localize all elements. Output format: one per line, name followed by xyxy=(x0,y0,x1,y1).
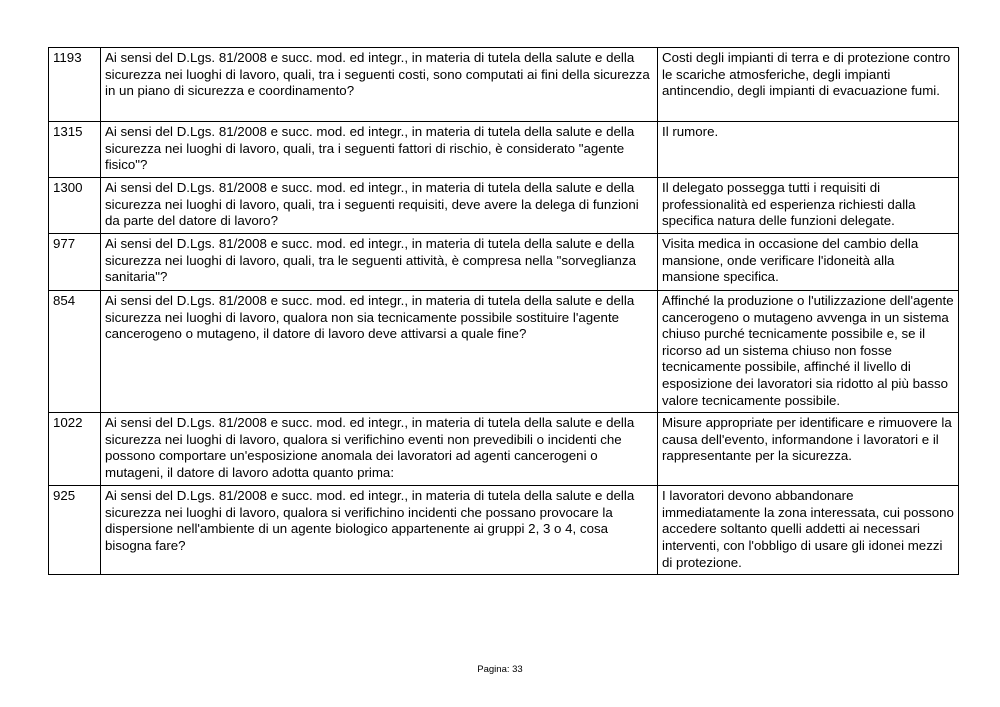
page-number: Pagina: 33 xyxy=(477,664,523,675)
table-row xyxy=(49,48,959,122)
question-cell: Ai sensi del D.Lgs. 81/2008 e succ. mod. ed integr., in materia di tutela della salute e della sicurezza nei luoghi di lavoro, quali, tra i seguenti requisiti, deve avere la delega di funzioni da parte del datore di lavoro? xyxy=(101,178,658,234)
answer-cell: Il delegato possegga tutti i requisiti di professionalità ed esperienza richiesti dalla specifica natura delle funzioni delegate. xyxy=(658,178,959,234)
answer-cell: Misure appropriate per identificare e rimuovere la causa dell'evento, informandone i lavoratori e il rappresentante per la sicurezza. xyxy=(658,413,959,486)
question-id-cell: 1022 xyxy=(49,413,101,486)
answer-cell: Visita medica in occasione del cambio della mansione, onde verificare l'idoneità alla mansione specifica. xyxy=(658,234,959,291)
question-cell: Ai sensi del D.Lgs. 81/2008 e succ. mod. ed integr., in materia di tutela della salute e della sicurezza nei luoghi di lavoro, quali, tra i seguenti costi, sono computati ai fini della sicurezza in un piano di sicurezza e coordinamento? xyxy=(101,48,658,122)
question-cell: Ai sensi del D.Lgs. 81/2008 e succ. mod. ed integr., in materia di tutela della salute e della sicurezza nei luoghi di lavoro, qualora non sia tecnicamente possibile sostituire l'agente cancerogeno o mutageno, il datore di lavoro deve attivarsi a quale fine? xyxy=(101,291,658,413)
answer-cell: I lavoratori devono abbandonare immediatamente la zona interessata, cui possono accedere soltanto quelli addetti ai necessari interventi, con l'obbligo di usare gli idonei mezzi di protezione. xyxy=(658,486,959,575)
question-id-cell: 1193 xyxy=(49,48,101,122)
question-id-cell: 1315 xyxy=(49,122,101,178)
question-id-cell: 925 xyxy=(49,486,101,575)
table-row xyxy=(49,234,959,291)
question-cell: Ai sensi del D.Lgs. 81/2008 e succ. mod. ed integr., in materia di tutela della salute e della sicurezza nei luoghi di lavoro, quali, tra le seguenti attività, è compresa nella "sorveglianza sanitaria"? xyxy=(101,234,658,291)
question-id-cell: 854 xyxy=(49,291,101,413)
question-id-cell: 977 xyxy=(49,234,101,291)
questions-table xyxy=(48,47,959,575)
answer-cell: Il rumore. xyxy=(658,122,959,178)
question-cell: Ai sensi del D.Lgs. 81/2008 e succ. mod. ed integr., in materia di tutela della salute e della sicurezza nei luoghi di lavoro, qualora si verifichino incidenti che possano provocare la dispersione nell'ambiente di un agente biologico appartenente ai gruppi 2, 3 o 4, cosa bisogna fare? xyxy=(101,486,658,575)
question-cell: Ai sensi del D.Lgs. 81/2008 e succ. mod. ed integr., in materia di tutela della salute e della sicurezza nei luoghi di lavoro, qualora si verifichino eventi non prevedibili o incidenti che possono comportare un'esposizione anomala dei lavoratori ad agenti cancerogeni o mutageni, il datore di lavoro adotta quanto prima: xyxy=(101,413,658,486)
table-row xyxy=(49,291,959,413)
table-row xyxy=(49,122,959,178)
question-cell: Ai sensi del D.Lgs. 81/2008 e succ. mod. ed integr., in materia di tutela della salute e della sicurezza nei luoghi di lavoro, quali, tra i seguenti fattori di rischio, è considerato "agente fisico"? xyxy=(101,122,658,178)
table-row xyxy=(49,486,959,575)
question-id-cell: 1300 xyxy=(49,178,101,234)
answer-cell: Costi degli impianti di terra e di protezione contro le scariche atmosferiche, degli impianti antincendio, degli impianti di evacuazione fumi. xyxy=(658,48,959,122)
table-row xyxy=(49,178,959,234)
answer-cell: Affinché la produzione o l'utilizzazione dell'agente cancerogeno o mutageno avvenga in un sistema chiuso purché tecnicamente possibile e, se il ricorso ad un sistema chiuso non fosse tecnicamente possibile, affinché il livello di esposizione dei lavoratori sia ridotto al più basso valore tecnicamente possibile. xyxy=(658,291,959,413)
table-row xyxy=(49,413,959,486)
